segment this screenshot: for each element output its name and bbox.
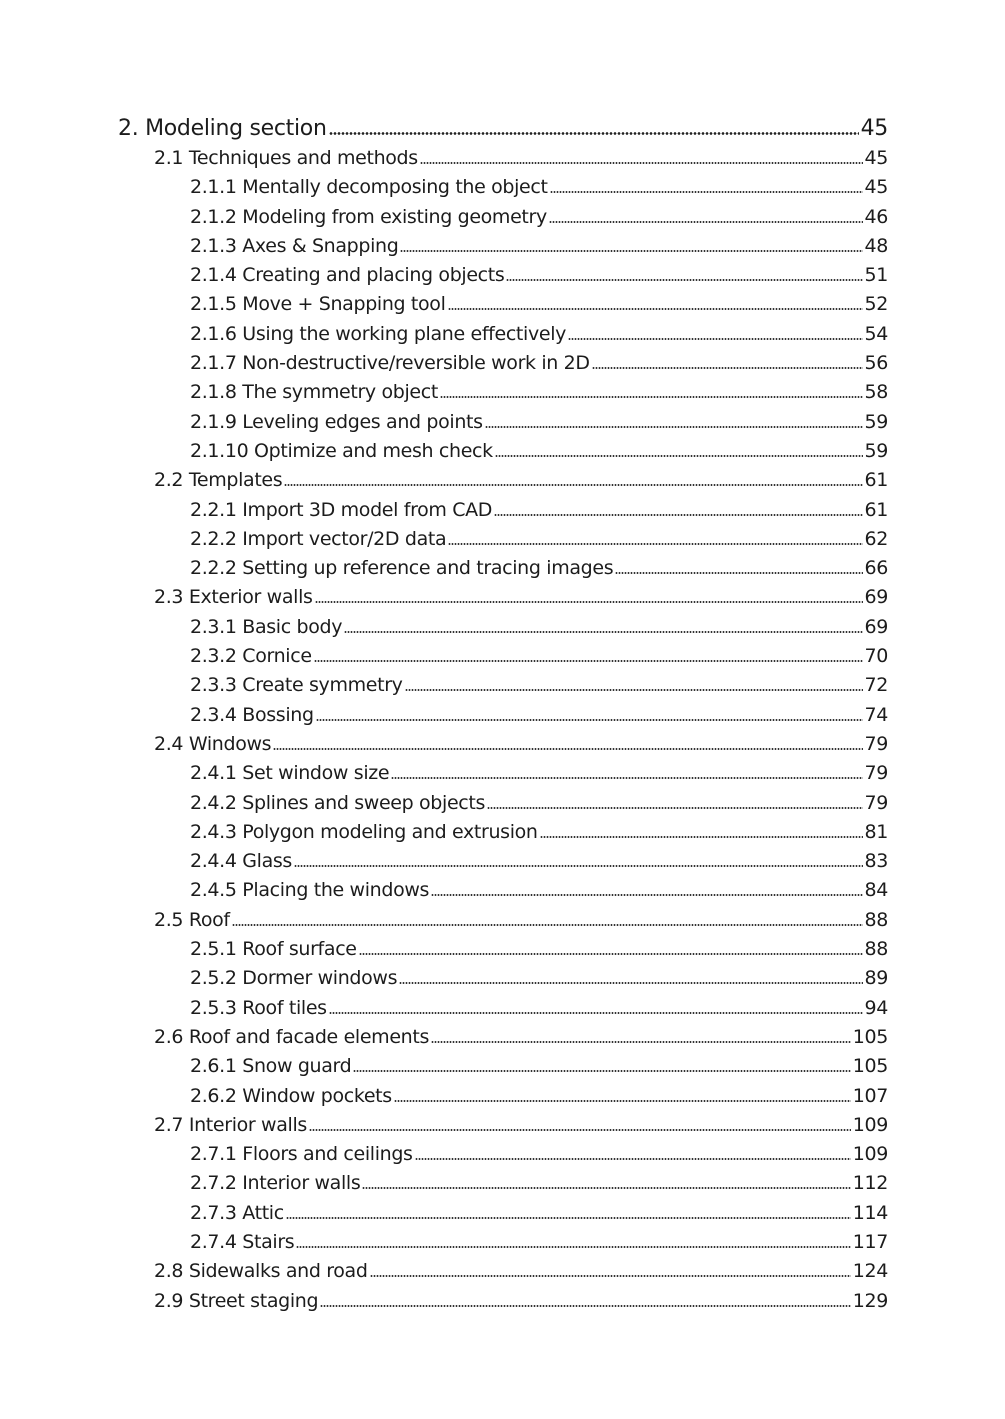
toc-entry-page-number: 84	[864, 879, 888, 902]
toc-entry-page-number: 79	[864, 762, 888, 785]
toc-entry-title: 2.1.5 Move + Snapping tool	[190, 293, 446, 316]
toc-dot-leader	[294, 865, 863, 867]
toc-dot-leader	[400, 250, 862, 252]
toc-entry-page-number: 107	[852, 1084, 888, 1107]
toc-subsection-entry	[118, 994, 888, 1023]
toc-subsection-entry	[118, 408, 888, 437]
toc-entry-page-number: 114	[852, 1201, 888, 1224]
toc-entry-title: 2.7.3 Attic	[190, 1201, 284, 1224]
toc-entry-page-number: 79	[864, 732, 888, 755]
toc-subsection-entry	[118, 818, 888, 847]
toc-dot-leader	[359, 953, 863, 955]
toc-entry-page-number: 56	[864, 352, 888, 375]
toc-dot-leader	[405, 689, 863, 691]
toc-entry-title: 2.6.1 Snow guard	[190, 1055, 352, 1078]
toc-entry-title: 2.5.2 Dormer windows	[190, 967, 398, 990]
toc-entry-page-number: 69	[864, 615, 888, 638]
toc-dot-leader	[495, 455, 863, 457]
toc-dot-leader	[315, 601, 863, 603]
toc-entry-title: 2.1.9 Leveling edges and points	[190, 410, 483, 433]
toc-dot-leader	[370, 1275, 851, 1277]
toc-section-entry	[118, 730, 888, 759]
toc-subsection-entry	[118, 349, 888, 378]
toc-dot-leader	[487, 807, 862, 809]
toc-entry-page-number: 61	[864, 498, 888, 521]
toc-dot-leader	[329, 132, 859, 135]
toc-section-entry	[118, 144, 888, 173]
toc-entry-title: 2.1.10 Optimize and mesh check	[190, 439, 493, 462]
toc-dot-leader	[284, 484, 862, 486]
toc-entry-title: 2.4.1 Set window size	[190, 762, 390, 785]
toc-dot-leader	[420, 162, 863, 164]
toc-entry-title: 2.2.2 Import vector/2D data	[190, 527, 447, 550]
toc-entry-title: 2.1.3 Axes & Snapping	[190, 234, 399, 257]
toc-dot-leader	[309, 1129, 851, 1131]
toc-dot-leader	[232, 924, 863, 926]
toc-dot-leader	[320, 1305, 851, 1307]
toc-subsection-entry	[118, 642, 888, 671]
toc-entry-title: 2.8 Sidewalks and road	[154, 1260, 368, 1283]
toc-dot-leader	[592, 367, 863, 369]
toc-entry-page-number: 88	[864, 938, 888, 961]
toc-subsection-entry	[118, 1228, 888, 1257]
toc-entry-title: 2.7.1 Floors and ceilings	[190, 1143, 413, 1166]
toc-section-entry	[118, 466, 888, 495]
toc-entry-page-number: 45	[860, 116, 888, 141]
toc-entry-page-number: 89	[864, 967, 888, 990]
toc-dot-leader	[431, 894, 862, 896]
toc-subsection-entry	[118, 378, 888, 407]
toc-dot-leader	[316, 719, 863, 721]
toc-entry-title: 2.1.1 Mentally decomposing the object	[190, 176, 548, 199]
toc-entry-title: 2.2.2 Setting up reference and tracing images	[190, 557, 614, 580]
toc-entry-title: 2.9 Street staging	[154, 1289, 319, 1312]
toc-dot-leader	[540, 836, 863, 838]
toc-entry-page-number: 61	[864, 469, 888, 492]
toc-entry-page-number: 109	[852, 1113, 888, 1136]
toc-entry-page-number: 70	[864, 645, 888, 668]
toc-entry-title: 2.1 Techniques and methods	[154, 147, 418, 169]
toc-entry-page-number: 83	[864, 850, 888, 873]
toc-entry-page-number: 79	[864, 791, 888, 814]
toc-subsection-entry	[118, 1082, 888, 1111]
toc-dot-leader	[568, 338, 862, 340]
toc-entry-page-number: 58	[864, 381, 888, 404]
toc-entry-page-number: 129	[852, 1289, 888, 1312]
toc-subsection-entry	[118, 554, 888, 583]
toc-dot-leader	[394, 1100, 851, 1102]
toc-entry-title: 2.4.2 Splines and sweep objects	[190, 791, 486, 814]
toc-subsection-entry	[118, 261, 888, 290]
toc-section-entry	[118, 1287, 888, 1316]
toc-entry-title: 2.5.3 Roof tiles	[190, 996, 327, 1019]
toc-dot-leader	[549, 221, 863, 223]
toc-entry-page-number: 66	[864, 557, 888, 580]
toc-entry-page-number: 124	[852, 1260, 888, 1283]
toc-dot-leader	[494, 514, 862, 516]
toc-subsection-entry	[118, 437, 888, 466]
toc-entry-page-number: 74	[864, 703, 888, 726]
toc-entry-title: 2.2.1 Import 3D model from CAD	[190, 498, 493, 521]
toc-entry-page-number: 105	[852, 1025, 888, 1048]
toc-dot-leader	[344, 631, 862, 633]
toc-section-entry	[118, 1023, 888, 1052]
toc-dot-leader	[391, 777, 862, 779]
toc-subsection-entry	[118, 847, 888, 876]
toc-dot-leader	[353, 1070, 850, 1072]
toc-entry-page-number: 117	[852, 1230, 888, 1253]
toc-entry-title: 2.3 Exterior walls	[154, 586, 313, 609]
toc-entry-page-number: 69	[864, 586, 888, 609]
toc-entry-page-number: 81	[864, 820, 888, 843]
toc-entry-page-number: 94	[864, 996, 888, 1019]
toc-entry-title: 2.3.2 Cornice	[190, 645, 312, 668]
toc-dot-leader	[415, 1158, 851, 1160]
toc-dot-leader	[399, 982, 862, 984]
table-of-contents	[118, 114, 888, 1316]
toc-dot-leader	[550, 191, 863, 193]
toc-entry-page-number: 112	[852, 1172, 888, 1195]
toc-section-entry	[118, 583, 888, 612]
toc-entry-page-number: 45	[864, 147, 888, 169]
toc-entry-page-number: 48	[864, 234, 888, 257]
toc-dot-leader	[485, 426, 863, 428]
toc-entry-page-number: 52	[864, 293, 888, 316]
toc-subsection-entry	[118, 759, 888, 788]
toc-entry-title: 2.7 Interior walls	[154, 1113, 307, 1136]
toc-entry-page-number: 51	[864, 264, 888, 287]
toc-entry-title: 2.1.6 Using the working plane effectively	[190, 322, 567, 345]
toc-entry-title: 2.4.4 Glass	[190, 850, 292, 873]
toc-entry-page-number: 109	[852, 1143, 888, 1166]
toc-dot-leader	[296, 1246, 850, 1248]
toc-entry-title: 2.1.8 The symmetry object	[190, 381, 438, 404]
toc-subsection-entry	[118, 173, 888, 202]
toc-entry-title: 2.3.3 Create symmetry	[190, 674, 403, 697]
toc-section-entry	[118, 1111, 888, 1140]
toc-section-entry	[118, 1257, 888, 1286]
toc-dot-leader	[448, 543, 862, 545]
toc-subsection-entry	[118, 876, 888, 905]
toc-dot-leader	[362, 1187, 850, 1189]
toc-dot-leader	[506, 279, 862, 281]
toc-entry-title: 2.5.1 Roof surface	[190, 938, 357, 961]
toc-dot-leader	[440, 396, 863, 398]
toc-entry-page-number: 45	[864, 176, 888, 199]
toc-dot-leader	[431, 1041, 851, 1043]
toc-dot-leader	[448, 308, 863, 310]
toc-entry-title: 2.1.2 Modeling from existing geometry	[190, 205, 547, 228]
toc-entry-title: 2.5 Roof	[154, 908, 230, 931]
toc-dot-leader	[329, 1012, 863, 1014]
toc-subsection-entry	[118, 789, 888, 818]
toc-subsection-entry	[118, 701, 888, 730]
toc-dot-leader	[314, 660, 863, 662]
toc-entry-page-number: 72	[864, 674, 888, 697]
toc-entry-page-number: 88	[864, 908, 888, 931]
toc-subsection-entry	[118, 671, 888, 700]
toc-entry-page-number: 105	[852, 1055, 888, 1078]
toc-subsection-entry	[118, 1052, 888, 1081]
toc-entry-title: 2.1.7 Non-destructive/reversible work in 2D	[190, 352, 590, 375]
toc-entry-title: 2.3.1 Basic body	[190, 615, 343, 638]
toc-subsection-entry	[118, 613, 888, 642]
toc-entry-page-number: 54	[864, 322, 888, 345]
toc-entry-title: 2.1.4 Creating and placing objects	[190, 264, 505, 287]
toc-subsection-entry	[118, 203, 888, 232]
toc-subsection-entry	[118, 525, 888, 554]
toc-entry-title: 2.7.2 Interior walls	[190, 1172, 361, 1195]
toc-entry-title: 2.6 Roof and facade elements	[154, 1025, 430, 1048]
toc-subsection-entry	[118, 964, 888, 993]
toc-entry-title: 2.6.2 Window pockets	[190, 1084, 392, 1107]
toc-entry-title: 2.3.4 Bossing	[190, 703, 314, 726]
toc-entry-title: 2. Modeling section	[118, 116, 327, 141]
toc-subsection-entry	[118, 496, 888, 525]
toc-entry-page-number: 59	[864, 410, 888, 433]
toc-subsection-entry	[118, 1169, 888, 1198]
toc-dot-leader	[615, 572, 862, 574]
toc-entry-title: 2.4.5 Placing the windows	[190, 879, 430, 902]
toc-subsection-entry	[118, 935, 888, 964]
toc-entry-title: 2.7.4 Stairs	[190, 1230, 295, 1253]
toc-subsection-entry	[118, 1199, 888, 1228]
toc-chapter-entry	[118, 114, 888, 144]
toc-entry-title: 2.4.3 Polygon modeling and extrusion	[190, 820, 538, 843]
toc-dot-leader	[273, 748, 862, 750]
toc-dot-leader	[286, 1217, 851, 1219]
toc-entry-title: 2.2 Templates	[154, 469, 283, 492]
toc-subsection-entry	[118, 232, 888, 261]
toc-subsection-entry	[118, 290, 888, 319]
toc-entry-page-number: 59	[864, 439, 888, 462]
toc-subsection-entry	[118, 320, 888, 349]
toc-subsection-entry	[118, 1140, 888, 1169]
toc-entry-page-number: 46	[864, 205, 888, 228]
toc-entry-title: 2.4 Windows	[154, 732, 272, 755]
toc-section-entry	[118, 906, 888, 935]
toc-entry-page-number: 62	[864, 527, 888, 550]
